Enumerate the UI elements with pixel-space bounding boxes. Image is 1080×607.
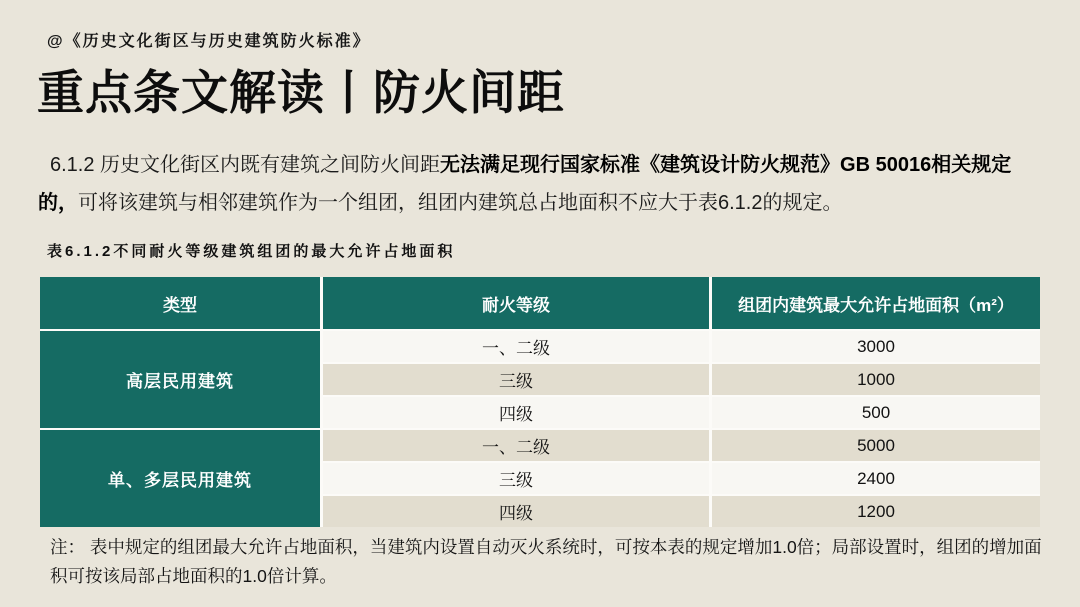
table-cell-grade: 四级	[323, 397, 709, 428]
table-cell-grade: 四级	[323, 496, 709, 527]
table-cell-grade: 三级	[323, 364, 709, 395]
clause-text	[38, 146, 1050, 222]
table-cell-area: 3000	[712, 331, 1040, 362]
table-cell-area: 1200	[712, 496, 1040, 527]
clause-bold: 无法满足现行国家标准《建筑设计防火规范》GB 50016相关规定的，	[38, 154, 1012, 214]
clause-rest: 可将该建筑与相邻建筑作为一个组团，组团内建筑总占地面积不应大于表6.1.2的规定。	[78, 192, 843, 214]
table-cell-grade: 一、二级	[323, 430, 709, 461]
table-header-grade: 耐火等级	[323, 277, 709, 329]
source-label: @《历史文化街区与历史建筑防火标准》	[47, 33, 371, 50]
table-cell-area: 500	[712, 397, 1040, 428]
table-cell-area: 2400	[712, 463, 1040, 494]
group-label-lowrise: 单、多层民用建筑	[40, 430, 320, 527]
page-title: 重点条文解读丨防火间距	[37, 66, 565, 119]
table-cell-area: 1000	[712, 364, 1040, 395]
table-cell-area: 5000	[712, 430, 1040, 461]
clause-normal: 6.1.2 历史文化街区内既有建筑之间防火间距	[50, 154, 441, 176]
table-header-area: 组团内建筑最大允许占地面积（m²）	[712, 277, 1040, 329]
table-note: 注： 表中规定的组团最大允许占地面积，当建筑内设置自动灭火系统时，可按本表的规定增加1.0倍；局部设置时，组团的增加面积可按该局部占地面积的1.0倍计算。	[50, 537, 1042, 586]
group-label-highrise: 高层民用建筑	[40, 331, 320, 428]
table-header-type: 类型	[40, 277, 320, 329]
table-cell-grade: 三级	[323, 463, 709, 494]
table-caption: 表6.1.2不同耐火等级建筑组团的最大允许占地面积	[47, 243, 456, 260]
fire-rating-table	[40, 277, 1040, 527]
table-cell-grade: 一、二级	[323, 331, 709, 362]
